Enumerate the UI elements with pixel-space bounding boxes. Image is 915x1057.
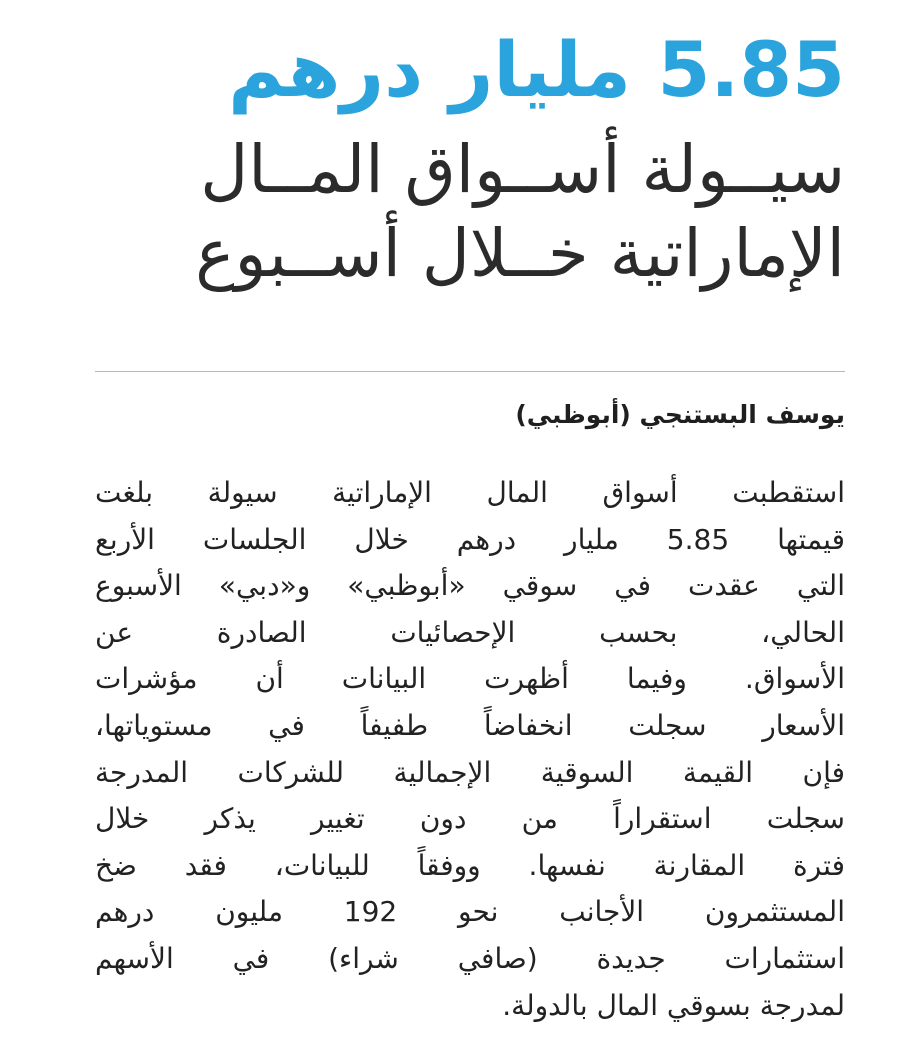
body-line: استثمارات جديدة (صافي شراء) في الأسهم (95, 941, 845, 975)
body-line: الحالي، بحسب الإحصائيات الصادرة عن (95, 615, 845, 649)
body-line: الأسعار سجلت انخفاضاً طفيفاً في مستوياتها، (95, 708, 845, 742)
headline-line: الإماراتية خــلال أســبوع (195, 215, 845, 292)
headline-amount: 5.85 مليار درهم (228, 25, 845, 114)
body-line: الأسواق. وفيما أظهرت البيانات أن مؤشرات (95, 662, 845, 696)
divider (95, 371, 845, 372)
body-line: فإن القيمة السوقية الإجمالية للشركات المدرجة (95, 755, 845, 789)
headline (85, 128, 845, 296)
body-line: لمدرجة بسوقي المال بالدولة. (502, 988, 845, 1022)
body-line: قيمتها 5.85 مليار درهم خلال الجلسات الأربع (95, 522, 846, 556)
body-line: استقطبت أسواق المال الإماراتية سيولة بلغت (95, 476, 845, 509)
headline-line: سيــولة أســواق المــال (200, 131, 845, 208)
body-line: التي عقدت في سوقي «أبوظبي» و«دبي» الأسبوع (95, 569, 845, 603)
byline: يوسف البستنجي (أبوظبي) (515, 400, 845, 429)
article-body (95, 470, 845, 1029)
body-line: فترة المقارنة نفسها. ووفقاً للبيانات، فقد ضخ (95, 848, 845, 882)
body-line: سجلت استقراراً من دون تغيير يذكر خلال (95, 802, 845, 836)
body-line: المستثمرون الأجانب نحو 192 مليون درهم (95, 895, 845, 929)
